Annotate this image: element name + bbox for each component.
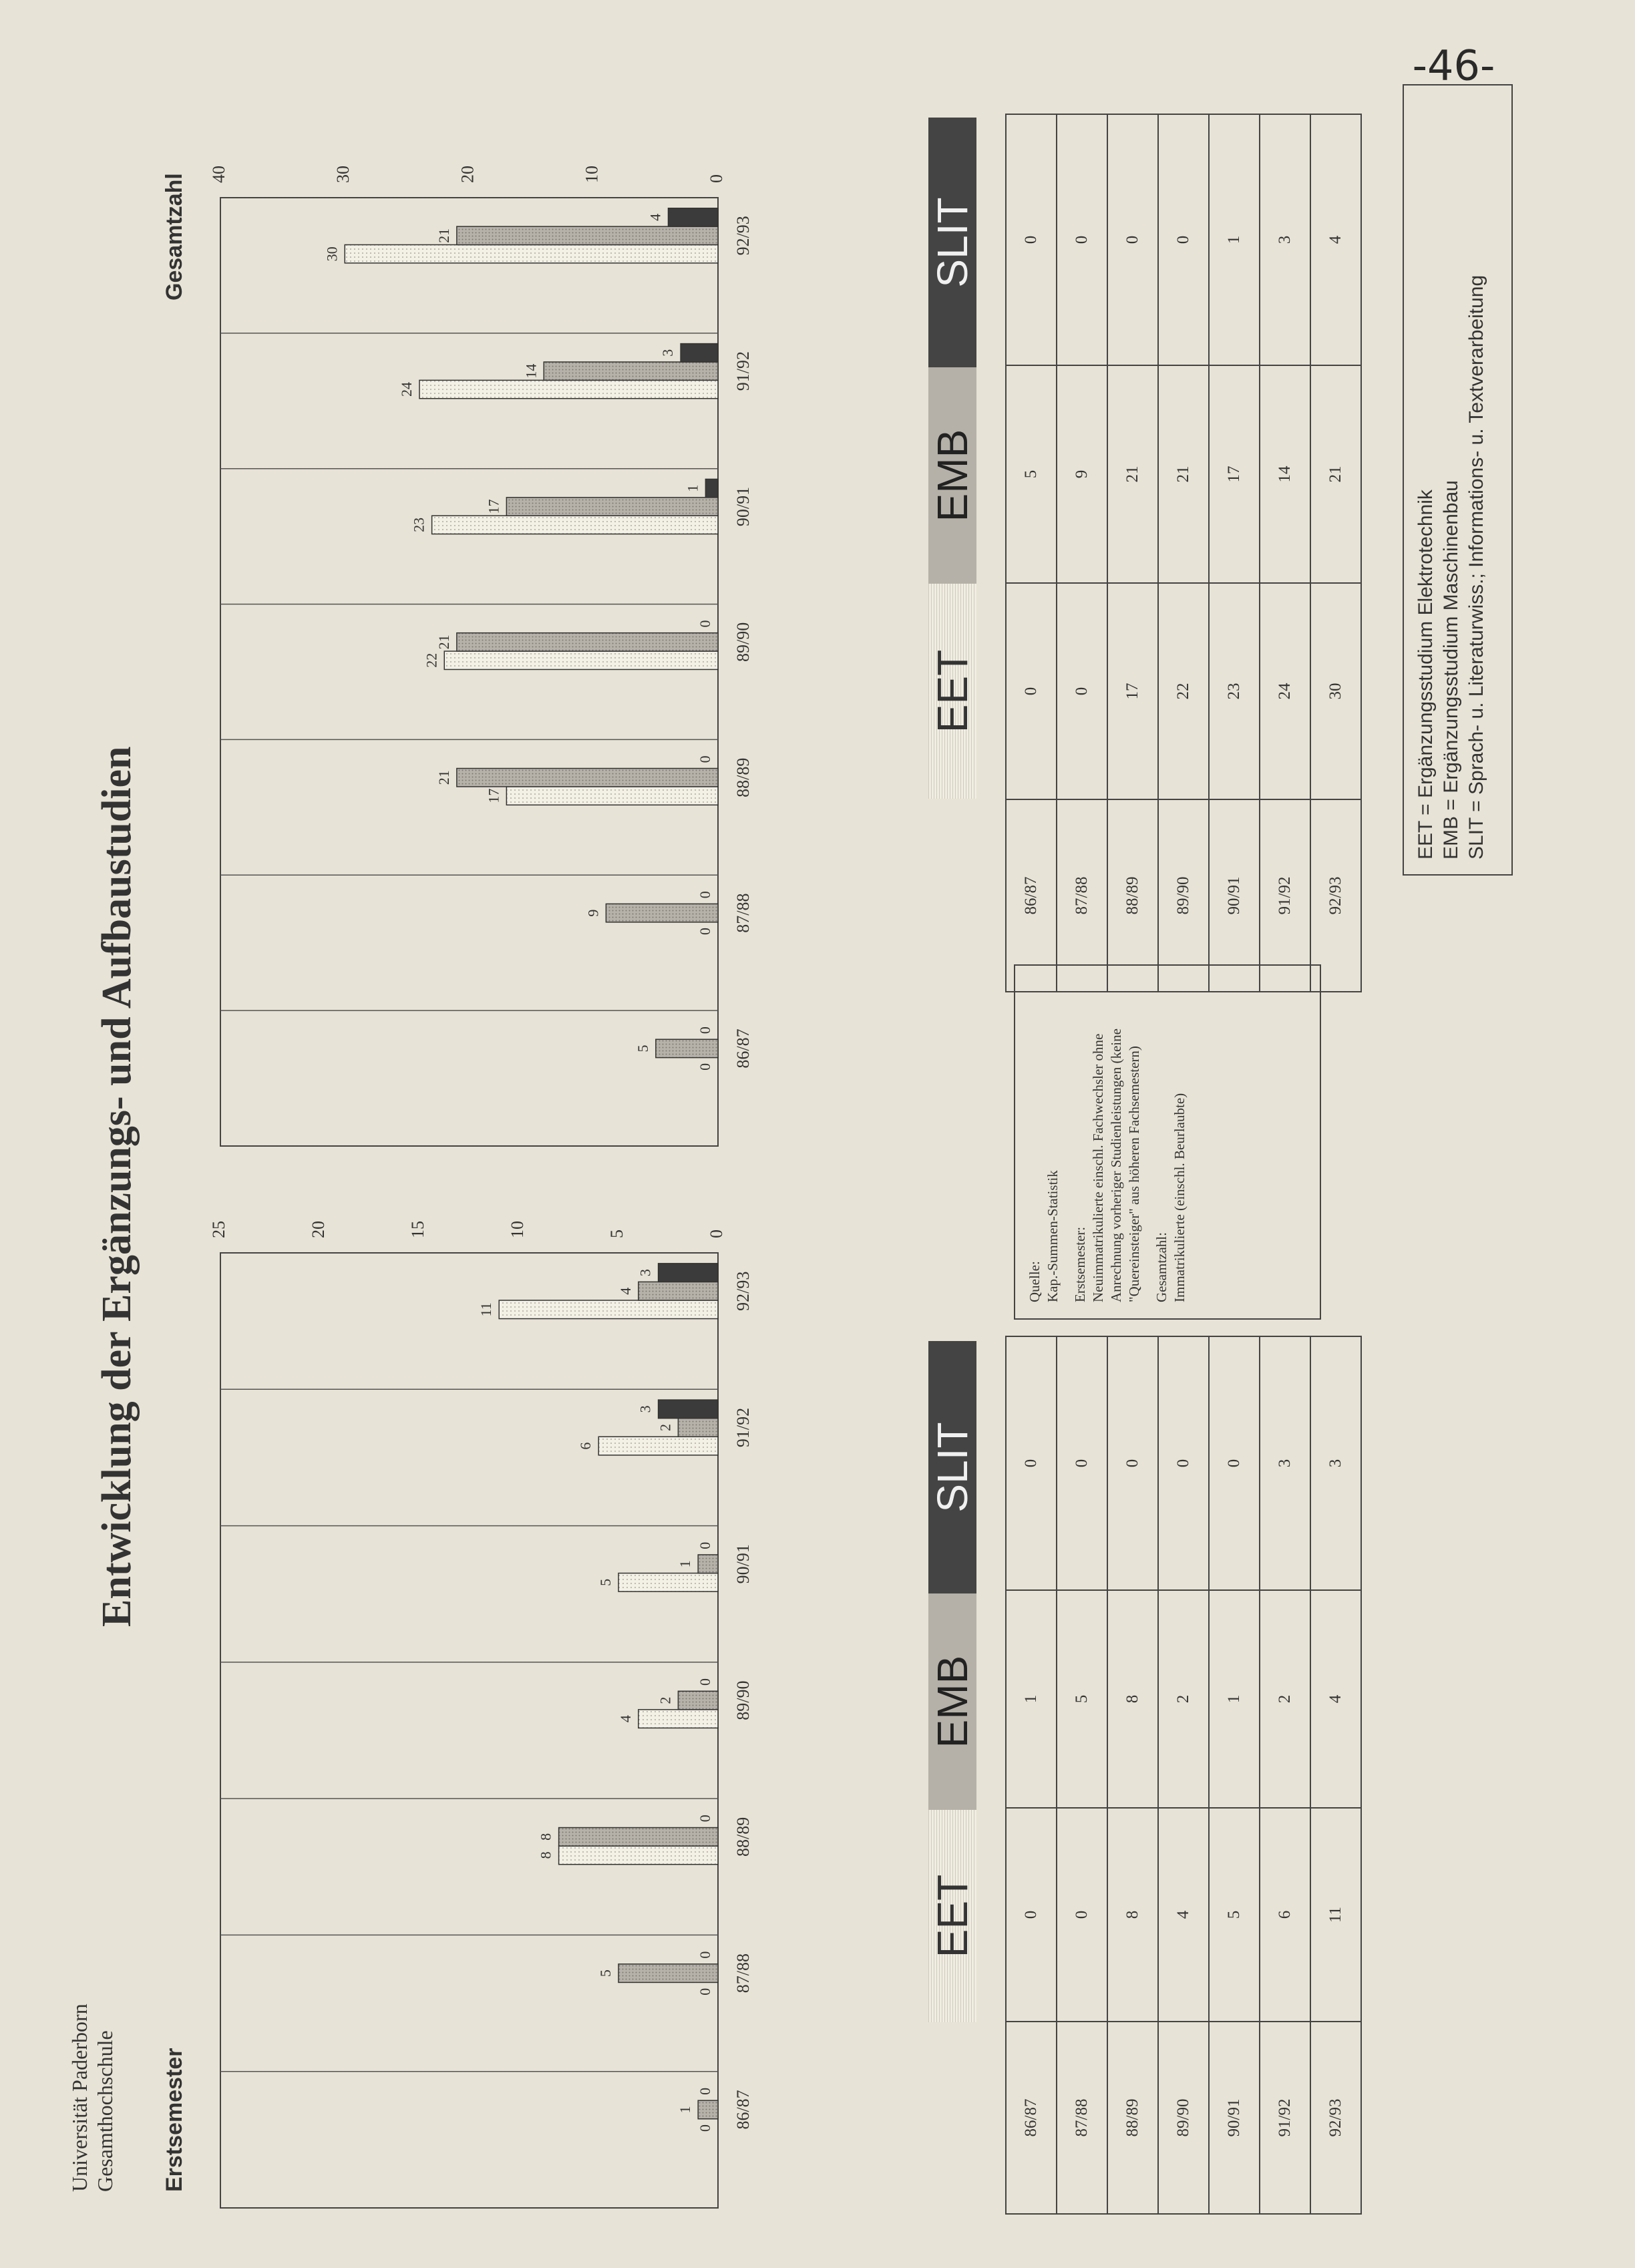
chart-gesamtzahl [200, 57, 801, 1153]
row-label: 92/93 [1310, 799, 1361, 992]
table-row [1260, 114, 1310, 992]
table-cell: 23 [1209, 583, 1260, 799]
table-cell: 1 [1006, 1590, 1057, 1808]
bar-emb [606, 904, 718, 922]
table-cell: 5 [1006, 365, 1057, 583]
category-label: 88/89 [733, 1817, 753, 1857]
bar-emb [457, 769, 718, 787]
table-cell: 8 [1107, 1590, 1158, 1808]
table-gesamtzahl [1005, 114, 1362, 992]
note-erst-text1: Neuimmatrikulierte einschl. Fachwechsler ohne [1090, 1033, 1106, 1302]
table-cell: 21 [1310, 365, 1361, 583]
bar-slit [659, 1400, 718, 1419]
bar-eet [499, 1300, 718, 1319]
table-row [1057, 1336, 1107, 2214]
y-tick-label: 25 [208, 1221, 228, 1238]
data-label: 17 [485, 788, 502, 803]
data-label: 0 [697, 891, 713, 899]
table-cell: 0 [1006, 1808, 1057, 2022]
bar-emb [544, 362, 718, 380]
row-label: 87/88 [1057, 2022, 1107, 2214]
data-label: 3 [659, 349, 677, 357]
data-label: 5 [597, 1969, 614, 1977]
y-tick-label: 0 [706, 1230, 726, 1238]
table-row [1310, 114, 1361, 992]
chart2-title: Gesamtzahl [162, 173, 187, 301]
bar-emb [678, 1691, 718, 1710]
table-cell: 3 [1260, 1336, 1310, 1590]
y-tick-label: 10 [507, 1221, 527, 1238]
table-cell: 0 [1209, 1336, 1260, 1590]
category-label: 86/87 [733, 1028, 753, 1069]
table-cell: 17 [1107, 583, 1158, 799]
table-row [1006, 1336, 1057, 2214]
bar-emb [559, 1828, 718, 1847]
note-erst-text2: Anrechnung vorheriger Studienleistungen (keine [1108, 1028, 1124, 1302]
table-cell: 1 [1209, 1590, 1260, 1808]
category-label: 87/88 [733, 1953, 753, 1994]
table1-header-slit: SLIT [928, 1341, 976, 1593]
table2-header-slit: SLIT [928, 118, 976, 367]
table-cell: 11 [1310, 1808, 1361, 2022]
y-tick-label: 20 [458, 166, 478, 183]
row-label: 89/90 [1158, 2022, 1209, 2214]
data-label: 14 [522, 363, 540, 379]
bar-slit [659, 1264, 718, 1282]
table-cell: 4 [1310, 1590, 1361, 1808]
table-cell: 0 [1006, 583, 1057, 799]
row-label: 88/89 [1107, 799, 1158, 992]
note-erst-text3: "Quereinsteiger" aus höheren Fachsemestern) [1126, 1046, 1142, 1302]
bar-eet [345, 244, 718, 262]
bar-emb [457, 633, 718, 651]
note-erst-label: Erstsemester: [1072, 1226, 1088, 1302]
table-row [1158, 114, 1209, 992]
table-cell: 0 [1057, 1336, 1107, 1590]
data-label: 0 [697, 1063, 713, 1071]
chart-erstsemester [200, 1106, 801, 2215]
table-row [1107, 1336, 1158, 2214]
table-cell: 8 [1107, 1808, 1158, 2022]
data-label: 3 [637, 1405, 654, 1413]
data-label: 0 [697, 1541, 713, 1549]
chart1-title: Erstsemester [162, 2048, 187, 2192]
bar-emb [639, 1282, 718, 1300]
table-cell: 4 [1310, 114, 1361, 365]
table2-header [928, 118, 976, 799]
bar-emb [506, 498, 718, 516]
row-label: 87/88 [1057, 799, 1107, 992]
data-label: 21 [435, 634, 452, 650]
table-row [1310, 1336, 1361, 2214]
table-cell: 4 [1158, 1808, 1209, 2022]
table-cell: 2 [1260, 1590, 1310, 1808]
y-tick-label: 0 [706, 174, 726, 183]
data-label: 0 [697, 755, 713, 763]
y-tick-label: 30 [333, 166, 353, 183]
legend-line-emb: EMB = Ergänzungsstudium Maschinenbau [1440, 480, 1462, 860]
data-label: 9 [584, 909, 602, 917]
data-label: 30 [323, 246, 341, 262]
plot-frame-1 [220, 198, 718, 1146]
legend-line-slit: SLIT = Sprach- u. Literaturwiss.; Informations- u. Textverarbeitung [1465, 274, 1487, 860]
bar-emb [698, 2100, 718, 2119]
table-cell: 0 [1006, 114, 1057, 365]
page-number: -46- [1412, 41, 1495, 90]
data-label: 0 [697, 1678, 713, 1686]
data-label: 0 [697, 1815, 713, 1823]
data-label: 8 [537, 1833, 554, 1841]
table-cell: 14 [1260, 365, 1310, 583]
data-label: 0 [697, 1026, 713, 1034]
row-label: 88/89 [1107, 2022, 1158, 2214]
table-cell: 6 [1260, 1808, 1310, 2022]
y-tick-label: 10 [582, 166, 602, 183]
table-cell: 5 [1209, 1808, 1260, 2022]
data-label: 4 [616, 1287, 634, 1295]
data-label: 2 [657, 1696, 674, 1704]
note-source-text: Kap.-Summen-Statistik [1045, 1170, 1061, 1302]
category-label: 90/91 [733, 486, 753, 527]
data-label: 0 [697, 1951, 713, 1959]
table-cell: 0 [1057, 114, 1107, 365]
y-tick-label: 15 [407, 1221, 427, 1238]
table-row [1209, 114, 1260, 992]
table-cell: 0 [1057, 1808, 1107, 2022]
data-label: 24 [398, 382, 415, 397]
data-label: 8 [537, 1851, 554, 1859]
table-cell: 9 [1057, 365, 1107, 583]
data-label: 11 [478, 1302, 495, 1317]
abbreviation-legend [1403, 84, 1513, 876]
table-cell: 2 [1158, 1590, 1209, 1808]
bar-slit [669, 208, 719, 226]
note-source-label: Quelle: [1027, 1261, 1043, 1302]
table-cell: 22 [1158, 583, 1209, 799]
data-label: 21 [435, 770, 452, 785]
table1-header-eet: EET [928, 1810, 976, 2022]
table-cell: 0 [1158, 1336, 1209, 1590]
table-cell: 1 [1209, 114, 1260, 365]
data-label: 2 [657, 1423, 674, 1431]
table-row [1057, 114, 1107, 992]
category-label: 90/91 [733, 1544, 753, 1584]
plot-frame-0 [220, 1253, 718, 2208]
data-label: 1 [684, 484, 701, 492]
table1-header [928, 1341, 976, 2022]
row-label: 91/92 [1260, 2022, 1310, 2214]
institution-block [67, 2004, 118, 2192]
data-label: 4 [616, 1715, 634, 1723]
data-label: 17 [485, 499, 502, 514]
table-cell: 30 [1310, 583, 1361, 799]
bar-eet [618, 1573, 718, 1592]
row-label: 86/87 [1006, 2022, 1057, 2214]
bar-slit [681, 344, 718, 362]
table-cell: 17 [1209, 365, 1260, 583]
bar-eet [419, 380, 718, 398]
bar-emb [678, 1419, 718, 1437]
table1-header-emb: EMB [928, 1593, 976, 1810]
category-label: 92/93 [733, 216, 753, 256]
bar-eet [432, 516, 718, 534]
bar-emb [698, 1555, 718, 1573]
page-title: Entwicklung der Ergänzungs- und Aufbaustudien [94, 746, 140, 1627]
row-label: 90/91 [1209, 2022, 1260, 2214]
data-label: 0 [697, 927, 713, 935]
row-label: 89/90 [1158, 799, 1209, 992]
row-label: 91/92 [1260, 799, 1310, 992]
institution-line2: Gesamthochschule [93, 2030, 117, 2192]
y-tick-label: 20 [308, 1221, 328, 1238]
legend-line-eet: EET = Ergänzungsstudium Elektrotechnik [1415, 490, 1437, 860]
y-tick-label: 5 [606, 1230, 626, 1238]
bar-eet [598, 1437, 718, 1455]
category-label: 88/89 [733, 757, 753, 797]
table-cell: 5 [1057, 1590, 1107, 1808]
table-row [1209, 1336, 1260, 2214]
table2-header-eet: EET [928, 584, 976, 799]
note-ges-text: Immatrikulierte (einschl. Beurlaubte) [1171, 1093, 1188, 1302]
data-label: 5 [634, 1045, 651, 1053]
table2-header-emb: EMB [928, 367, 976, 584]
category-label: 92/93 [733, 1271, 753, 1311]
bar-eet [559, 1846, 718, 1865]
data-label: 0 [697, 2124, 713, 2132]
table-cell: 3 [1260, 114, 1310, 365]
row-label: 90/91 [1209, 799, 1260, 992]
data-label: 22 [423, 652, 440, 668]
table-row [1107, 114, 1158, 992]
row-label: 86/87 [1006, 799, 1057, 992]
data-label: 0 [697, 1988, 713, 1996]
table-cell: 0 [1107, 1336, 1158, 1590]
data-label: 0 [697, 2087, 713, 2095]
table-cell: 21 [1107, 365, 1158, 583]
table-cell: 24 [1260, 583, 1310, 799]
table-cell: 3 [1310, 1336, 1361, 1590]
bar-eet [639, 1710, 718, 1728]
data-label: 1 [677, 2106, 694, 2114]
notes-box [1014, 964, 1321, 1320]
category-label: 86/87 [733, 2090, 753, 2130]
category-label: 87/88 [733, 893, 753, 933]
bar-eet [506, 787, 718, 805]
institution-line1: Universität Paderborn [67, 2004, 92, 2192]
note-ges-label: Gesamtzahl: [1153, 1232, 1169, 1302]
data-label: 3 [637, 1269, 654, 1277]
table-cell: 0 [1158, 114, 1209, 365]
bar-emb [618, 1964, 718, 1983]
data-label: 5 [597, 1578, 614, 1586]
bar-emb [656, 1039, 718, 1057]
table-cell: 0 [1057, 583, 1107, 799]
bar-slit [705, 479, 718, 497]
data-label: 6 [577, 1442, 594, 1450]
table-cell: 21 [1158, 365, 1209, 583]
category-label: 89/90 [733, 622, 753, 662]
category-label: 89/90 [733, 1680, 753, 1720]
row-label: 92/93 [1310, 2022, 1361, 2214]
data-label: 4 [647, 213, 664, 221]
data-label: 21 [435, 228, 452, 243]
bar-eet [444, 651, 718, 669]
data-label: 0 [697, 620, 713, 628]
bar-emb [457, 226, 718, 244]
table-erstsemester [1005, 1336, 1362, 2215]
table-cell: 0 [1107, 114, 1158, 365]
y-tick-label: 40 [208, 166, 228, 183]
data-label: 23 [410, 517, 427, 532]
table-row [1158, 1336, 1209, 2214]
table-row [1260, 1336, 1310, 2214]
table-row [1006, 114, 1057, 992]
table-cell: 0 [1006, 1336, 1057, 1590]
category-label: 91/92 [733, 351, 753, 391]
data-label: 1 [677, 1560, 694, 1568]
category-label: 91/92 [733, 1407, 753, 1448]
